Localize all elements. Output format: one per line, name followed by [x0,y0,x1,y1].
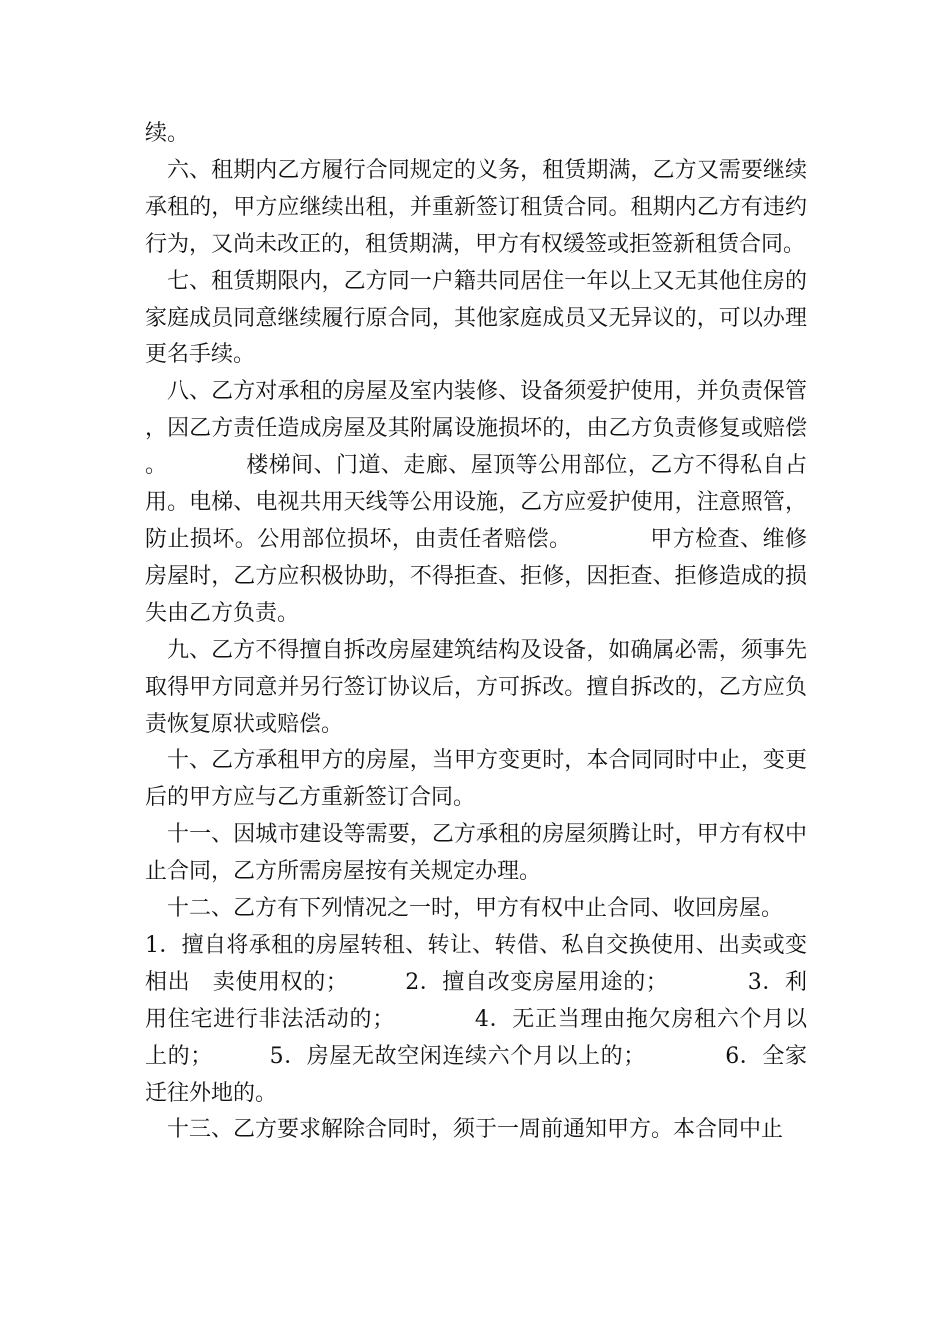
clause-13: 十三、乙方要求解除合同时，须于一周前通知甲方。本合同中止 [167,1117,784,1143]
clause-10: 十、乙方承租甲方的房屋，当甲方变更时，本合同同时中止，变更后的甲方应与乙方重新签订合同。 [145,748,807,811]
clause-9: 九、乙方不得擅自拆改房屋建筑结构及设备，如确属必需，须事先取得甲方同意并另行签订协议后，方可拆改。擅自拆改的，乙方应负责恢复原状或赔偿。 [145,637,807,737]
clause-7: 七、租赁期限内，乙方同一户籍共同居住一年以上又无其他住房的家庭成员同意继续履行原合同，其他家庭成员又无异议的，可以办理更名手续。 [145,268,807,368]
clause-12-list: 1．擅自将承租的房屋转租、转让、转借、私自交换使用、出卖或变相出 卖使用权的； 2．擅自改变房屋用途的； 3．利用住宅进行非法活动的； 4．无正当理由拖欠房租六个月以上的； 5．房屋无故空闲连续六个月以上的； 6．全家迁往外地的。 [145,932,807,1106]
contract-body [145,116,807,1149]
paragraph-continuation: 续。 [145,121,190,146]
clause-8: 八、乙方对承租的房屋及室内装修、设备须爱护使用，并负责保管，因乙方责任造成房屋及其附属设施损坏的，由乙方负责修复或赔偿。 楼梯间、门道、走廊、屋顶等公用部位，乙方不得私自占用。电梯、电视共用天线等公用设施，乙方应爱护使用，注意照管，防止损坏。公用部位损坏，由责任者赔偿。 甲方检查、维修房屋时，乙方应积极协助，不得拒查、拒修，因拒查、拒修造成的损失由乙方负责。 [145,379,807,626]
clause-6: 六、租期内乙方履行合同规定的义务，租赁期满，乙方又需要继续承租的，甲方应继续出租，并重新签订租赁合同。租期内乙方有违约行为，又尚未改正的，租赁期满，甲方有权缓签或拒签新租赁合同。 [145,157,807,257]
clause-11: 十一、因城市建设等需要，乙方承租的房屋须腾让时，甲方有权中止合同，乙方所需房屋按有关规定办理。 [145,822,807,885]
clause-12: 十二、乙方有下列情况之一时，甲方有权中止合同、收回房屋。 [167,896,784,922]
